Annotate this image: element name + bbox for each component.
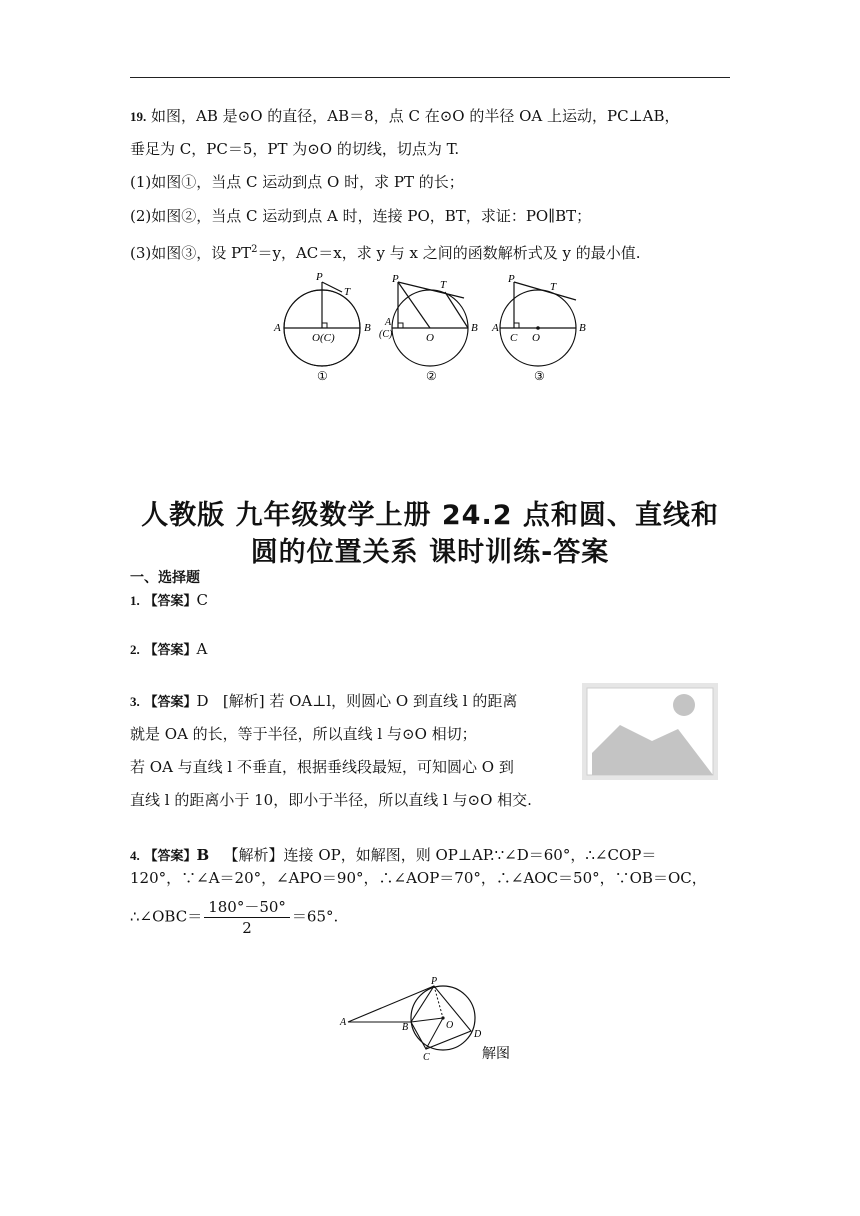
fig3-label-B: B	[579, 322, 586, 334]
fig2-label-O: O	[426, 332, 434, 344]
q19-line3: (1)如图①，当点 C 运动到点 O 时，求 PT 的长；	[130, 173, 464, 191]
q19-line5	[130, 240, 641, 263]
q19-line5-post: ＝y，AC＝x，求 y 与 x 之间的函数解析式及 y 的最小值.	[257, 244, 641, 262]
fig4-label-O: O	[446, 1020, 454, 1031]
figure-1	[273, 271, 371, 383]
fig3-label-T: T	[550, 281, 557, 293]
answer-4-number: 4.	[130, 848, 140, 863]
fig4-label-B: B	[402, 1022, 409, 1033]
answer-2-label: 【答案】	[144, 643, 197, 658]
fig2-label-P: P	[392, 273, 399, 285]
fig3-label-O: O	[532, 332, 540, 344]
figure-3	[491, 273, 586, 383]
answer-4-line3	[130, 897, 338, 938]
answer-3-value: D	[196, 692, 209, 710]
fig1-label-T: T	[344, 286, 351, 298]
answer-4-line2: 120°，∵∠A＝20°，∠APO＝90°，∴∠AOP＝70°，∴∠AOC＝50°，∵OB＝OC，	[130, 869, 707, 887]
q19-line2: 垂足为 C，PC＝5，PT 为⊙O 的切线，切点为 T.	[130, 140, 460, 158]
q19-number: 19.	[130, 109, 147, 124]
q19-text-1: 如图，AB 是⊙O 的直径，AB＝8，点 C 在⊙O 的半径 OA 上运动，PC⊥AB，	[151, 107, 680, 125]
fig2-label-T: T	[440, 279, 447, 291]
answer-3-text-1: [解析] 若 OA⊥l，则圆心 O 到直线 l 的距离	[222, 692, 518, 710]
fraction-numerator: 180°－50°	[204, 897, 290, 918]
answer-4-figure	[335, 972, 535, 1067]
answer-4-text-1: 【解析】连接 OP，如解图，则 OP⊥AP.∵∠D＝60°，∴∠COP＝	[223, 846, 657, 864]
answer-3-label: 【答案】	[144, 695, 197, 710]
answer-3-line3: 若 OA 与直线 l 不垂直，根据垂线段最短，可知圆心 O 到	[130, 758, 514, 776]
q19-line1	[130, 106, 680, 127]
answer-3-line4: 直线 l 的距离小于 10，即小于半径，所以直线 l 与⊙O 相交.	[130, 791, 532, 809]
fig3-label-C: C	[510, 332, 518, 344]
answer-2-number: 2.	[130, 642, 140, 657]
section-heading: 一、选择题	[130, 570, 200, 586]
answer-3-line1	[130, 691, 517, 713]
fig2-label-C: (C)	[379, 329, 393, 340]
fraction	[204, 897, 290, 938]
fig1-caption: ①	[317, 369, 328, 383]
answer-3-line2: 就是 OA 的长，等于半径，所以直线 l 与⊙O 相切；	[130, 725, 477, 743]
fig4-label-A: A	[340, 1017, 347, 1028]
answer-2-value: A	[196, 640, 208, 658]
fraction-denominator: 2	[242, 919, 252, 937]
answer-title-line2: 圆的位置关系 课时训练-答案	[250, 537, 610, 568]
answer-1-value: C	[196, 591, 209, 609]
fig2-label-B: B	[471, 322, 478, 334]
fig3-caption: ③	[534, 369, 545, 383]
placeholder-sun-icon	[673, 694, 695, 716]
fig4-label-D: D	[474, 1029, 482, 1040]
answer-4-line3-pre: ∴∠OBC＝	[130, 907, 203, 926]
image-placeholder	[582, 683, 718, 780]
fig3-label-A: A	[492, 322, 499, 334]
answer-1-number: 1.	[130, 593, 140, 608]
fig4-label-C: C	[423, 1052, 430, 1063]
fig1-label-P: P	[316, 271, 323, 283]
q19-line4: (2)如图②，当点 C 运动到点 A 时，连接 PO，BT，求证：PO∥BT；	[130, 207, 592, 225]
fig3-label-P: P	[508, 273, 515, 285]
answer-2	[130, 639, 207, 661]
answer-1-label: 【答案】	[144, 594, 197, 609]
answer-4-line1	[130, 845, 656, 867]
fig1-label-A: A	[274, 322, 281, 334]
fig1-label-OC: O(C)	[312, 332, 335, 344]
answer-4-label: 【答案】	[144, 849, 197, 864]
q19-line5-pre: (3)如图③，设 PT	[130, 244, 252, 262]
fig2-label-A: A	[385, 317, 392, 328]
answer-4-line3-post: ＝65°.	[291, 907, 339, 926]
figure-2	[379, 273, 478, 383]
fig1-label-B: B	[364, 322, 371, 334]
fig2-caption: ②	[426, 369, 437, 383]
fig4-label-P: P	[431, 976, 438, 987]
answer-title-line1: 人教版 九年级数学上册 24.2 点和圆、直线和	[141, 500, 719, 531]
fig4-caption: 解图	[482, 1047, 510, 1062]
header-rule	[130, 77, 730, 78]
answer-4-value: B	[196, 846, 210, 864]
q19-line5-sup: 2	[251, 244, 258, 255]
q19-figures	[270, 268, 600, 390]
answer-3-number: 3.	[130, 694, 140, 709]
answer-1	[130, 590, 208, 612]
